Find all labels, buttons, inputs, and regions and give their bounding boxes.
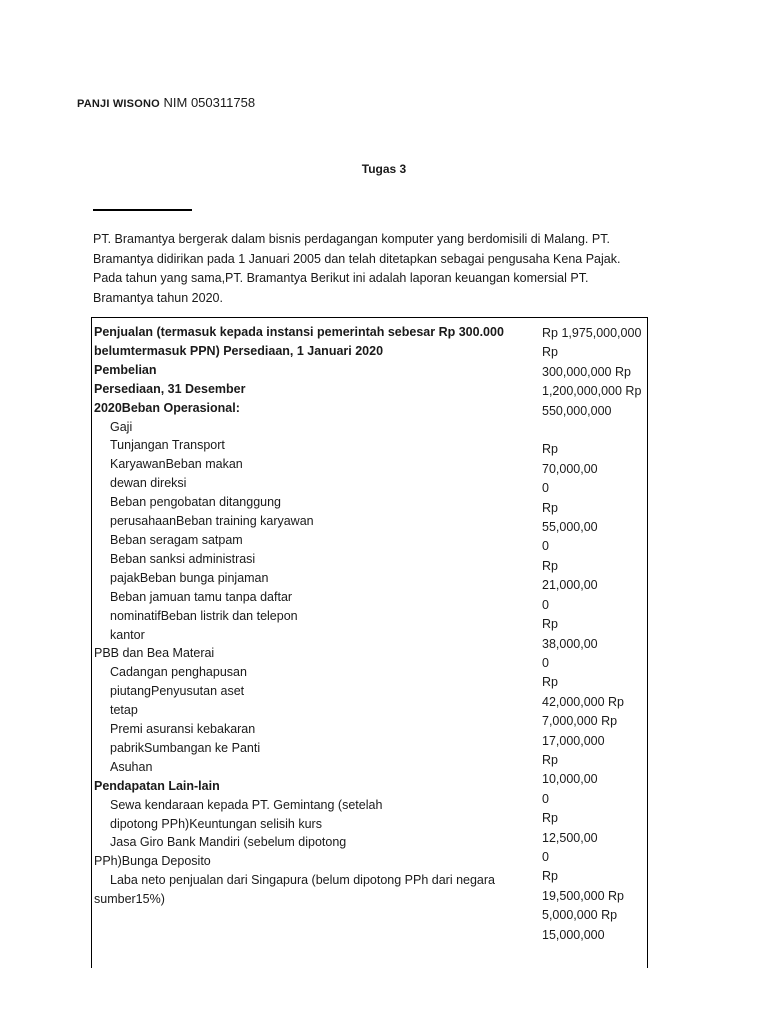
amount-line: Rp xyxy=(542,675,558,690)
author-line xyxy=(77,95,255,110)
statement-line: Beban seragam satpam xyxy=(110,532,243,547)
amount-line: Rp xyxy=(542,811,558,826)
amount-line: 0 xyxy=(542,597,549,612)
amount-line: 70,000,00 xyxy=(542,461,598,476)
amount-line: Rp xyxy=(542,752,558,767)
amount-line: 12,500,00 xyxy=(542,830,598,845)
amount-line: 15,000,000 xyxy=(542,927,605,942)
statement-line: Sewa kendaraan kepada PT. Gemintang (setelah xyxy=(110,797,383,812)
statement-line: perusahaanBeban training karyawan xyxy=(110,514,314,529)
amount-line: Rp xyxy=(542,869,558,884)
statement-line: 2020Beban Operasional: xyxy=(94,400,240,415)
author-name: PANJI WISONO xyxy=(77,98,160,110)
amount-line: 0 xyxy=(542,849,549,864)
intro-line: Pada tahun yang sama,PT. Bramantya Berikut ini adalah laporan keuangan komersial PT. xyxy=(93,271,589,285)
statement-line: Beban jamuan tamu tanpa daftar xyxy=(110,589,293,604)
statement-line: Pendapatan Lain-lain xyxy=(94,778,220,793)
amount-line: Rp xyxy=(542,442,558,457)
statement-line: Persediaan, 31 Desember xyxy=(94,381,246,396)
statement-line: PBB dan Bea Materai xyxy=(94,646,215,661)
amount-line: 0 xyxy=(542,481,549,496)
amount-line: Rp 1,975,000,000 xyxy=(542,326,642,340)
statement-line: dewan direksi xyxy=(110,476,187,491)
statement-line: Laba neto penjualan dari Singapura (belum dipotong PPh dari negara xyxy=(110,873,496,888)
amount-line: 55,000,00 xyxy=(542,520,598,535)
intro-line: Bramantya didirikan pada 1 Januari 2005 dan telah ditetapkan sebagai pengusaha Kena Pajak. xyxy=(93,251,621,266)
amount-line: 21,000,00 xyxy=(542,578,598,593)
amount-line: Rp xyxy=(542,345,558,360)
amount-line: Rp xyxy=(542,617,558,632)
statement-line: pabrikSumbangan ke Panti xyxy=(110,740,261,755)
statement-line: Asuhan xyxy=(110,759,153,774)
statement-line: Beban sanksi administrasi xyxy=(110,551,256,566)
student-id: NIM 050311758 xyxy=(163,95,256,110)
statement-line: piutangPenyusutan aset xyxy=(110,684,245,699)
amount-line: 10,000,00 xyxy=(542,772,598,787)
statement-line: kantor xyxy=(110,627,145,642)
page-title: Tugas 3 xyxy=(361,162,407,176)
statement-line: KaryawanBeban makan xyxy=(110,457,243,472)
intro-line: Bramantya tahun 2020. xyxy=(93,290,223,305)
statement-line: pajakBeban bunga pinjaman xyxy=(110,570,269,585)
amount-line: 0 xyxy=(542,791,549,806)
statement-line: Tunjangan Transport xyxy=(110,438,225,453)
statement-line: tetap xyxy=(110,703,138,718)
statement-line: belumtermasuk PPN) Persediaan, 1 Januari 2020 xyxy=(94,343,384,358)
amount-line: 300,000,000 Rp xyxy=(542,364,631,379)
statement-line: nominatifBeban listrik dan telepon xyxy=(110,608,298,623)
amount-line: 38,000,00 xyxy=(542,636,598,651)
amount-line xyxy=(542,421,652,440)
amount-line: 5,000,000 Rp xyxy=(542,908,618,923)
amount-line: 19,500,000 Rp xyxy=(542,888,625,903)
underline-divider xyxy=(93,209,192,211)
statement-line: Jasa Giro Bank Mandiri (sebelum dipotong xyxy=(110,835,347,850)
intro-line: PT. Bramantya bergerak dalam bisnis perdagangan komputer yang berdomisili di Malang. PT. xyxy=(93,232,610,246)
statement-line: dipotong PPh)Keuntungan selisih kurs xyxy=(110,816,322,831)
amount-line: Rp xyxy=(542,500,558,515)
statement-amounts xyxy=(542,324,652,945)
statement-descriptions xyxy=(94,323,534,909)
statement-line: Pembelian xyxy=(94,362,157,377)
statement-line: sumber15%) xyxy=(94,892,165,907)
amount-line: 7,000,000 Rp xyxy=(542,714,618,729)
intro-paragraph xyxy=(93,230,653,308)
statement-line: Penjualan (termasuk kepada instansi pemerintah sebesar Rp 300.000 xyxy=(94,325,504,339)
statement-line: Premi asuransi kebakaran xyxy=(110,722,256,737)
amount-line: 0 xyxy=(542,655,549,670)
amount-line: Rp xyxy=(542,558,558,573)
amount-line: 550,000,000 xyxy=(542,403,612,418)
statement-line: PPh)Bunga Deposito xyxy=(94,854,211,869)
statement-line: Cadangan penghapusan xyxy=(110,665,247,680)
statement-line: Gaji xyxy=(110,419,133,434)
statement-line: Beban pengobatan ditanggung xyxy=(110,495,281,510)
amount-line: 0 xyxy=(542,539,549,554)
amount-line: 42,000,000 Rp xyxy=(542,694,625,709)
amount-line: 1,200,000,000 Rp xyxy=(542,384,642,399)
amount-line: 17,000,000 xyxy=(542,733,605,748)
